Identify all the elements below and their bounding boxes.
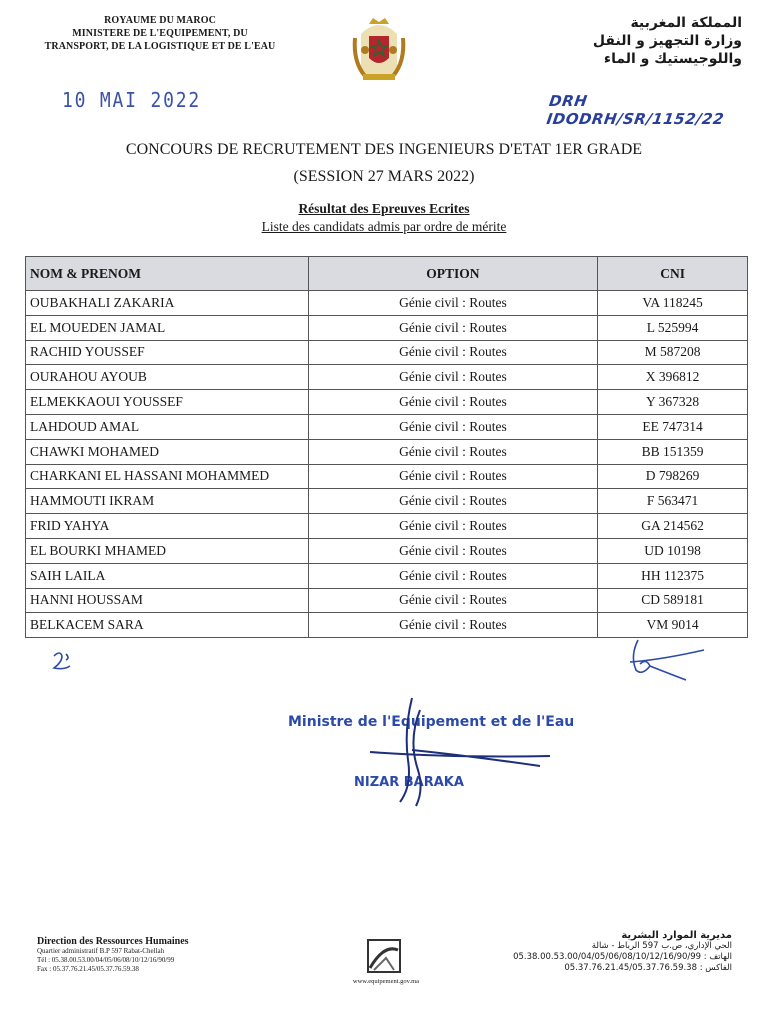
cell-cni: F 563471 [598,489,748,514]
cell-cni: VA 118245 [598,291,748,316]
header-left-line: TRANSPORT, DE LA LOGISTIQUE ET DE L'EAU [44,41,276,52]
cell-name: HAMMOUTI IKRAM [26,489,309,514]
cell-option: Génie civil : Routes [308,538,598,563]
table-row [26,464,748,489]
footer-right-line: الحي الإداري، ص.ب 597 الرباط - شالة [591,941,732,951]
cell-name: BELKACEM SARA [26,613,309,638]
handwritten-signature-icon [300,690,560,810]
cell-cni: UD 10198 [598,538,748,563]
footer-right-line: الهاتف : 05.38.00.53.00/04/05/06/08/10/12/16/90/99 [513,952,732,962]
table-row [26,340,748,365]
header-right-line: وزارة التجهيز و النقل [592,33,742,49]
cell-name: CHARKANI EL HASSANI MOHAMMED [26,464,309,489]
table-row [26,291,748,316]
results-heading: Résultat des Epreuves Ecrites [298,201,470,216]
reference-number: DRH IDODRH/SR/1152/22 [545,92,726,128]
cell-option: Génie civil : Routes [308,340,598,365]
results-table [25,256,748,638]
table-row [26,315,748,340]
header-option: OPTION [308,257,598,291]
header-left-line: MINISTERE DE L'EQUIPEMENT, DU [72,28,248,39]
cell-name: OURAHOU AYOUB [26,365,309,390]
cell-cni: M 587208 [598,340,748,365]
cell-name: EL BOURKI MHAMED [26,538,309,563]
table-row [26,439,748,464]
cell-cni: BB 151359 [598,439,748,464]
footer-left [37,937,297,974]
header-left-line: ROYAUME DU MAROC [104,15,216,26]
header-right-line: واللوجيستيك و الماء [603,51,742,67]
cell-option: Génie civil : Routes [308,563,598,588]
footer-left-line: Quartier administratif B.P 597 Rabat-Chellah [37,947,165,955]
cell-name: CHAWKI MOHAMED [26,439,309,464]
cell-option: Génie civil : Routes [308,315,598,340]
header-name: NOM & PRENOM [26,257,309,291]
results-subheading: Liste des candidats admis par ordre de mérite [261,219,507,234]
cell-cni: Y 367328 [598,390,748,415]
ministry-logo-icon [364,936,404,976]
cell-option: Génie civil : Routes [308,390,598,415]
signatory-title: Ministre de l'Equipement et de l'Eau [288,714,575,730]
cell-option: Génie civil : Routes [308,489,598,514]
moroccan-coat-of-arms-icon [349,14,409,86]
initials-right-icon [600,636,710,682]
footer-left-line: Tél : 05.38.00.53.00/04/05/06/08/10/12/16/90/99 [37,956,175,964]
cell-cni: HH 112375 [598,563,748,588]
header-right-line: المملكة المغربية [630,15,742,31]
table-row [26,514,748,539]
cell-option: Génie civil : Routes [308,588,598,613]
cell-name: ELMEKKAOUI YOUSSEF [26,390,309,415]
cell-option: Génie civil : Routes [308,291,598,316]
table-row [26,613,748,638]
cell-name: HANNI HOUSSAM [26,588,309,613]
table-row [26,588,748,613]
footer-right [452,930,732,974]
footer-left-title: Direction des Ressources Humaines [37,936,189,947]
header-right-arabic [532,14,742,68]
cell-option: Génie civil : Routes [308,464,598,489]
cell-cni: L 525994 [598,315,748,340]
table-row [26,538,748,563]
cell-cni: CD 589181 [598,588,748,613]
cell-name: RACHID YOUSSEF [26,340,309,365]
document-title: CONCOURS DE RECRUTEMENT DES INGENIEURS D'ETAT 1ER GRADE [125,141,643,158]
cell-name: LAHDOUD AMAL [26,414,309,439]
table-header-row [26,257,748,291]
cell-name: OUBAKHALI ZAKARIA [26,291,309,316]
table-row [26,563,748,588]
signatory-name: NIZAR BARAKA [354,775,464,790]
table-row [26,489,748,514]
table-row [26,390,748,415]
cell-name: EL MOUEDEN JAMAL [26,315,309,340]
footer-right-title: مديرية الموارد البشرية [621,930,732,941]
cell-option: Génie civil : Routes [308,365,598,390]
cell-option: Génie civil : Routes [308,414,598,439]
table-row [26,365,748,390]
date-stamp: 10 MAI 2022 [62,88,202,112]
footer-url: www.equipement.gov.ma [352,978,420,985]
cell-name: SAIH LAILA [26,563,309,588]
cell-cni: X 396812 [598,365,748,390]
cell-cni: EE 747314 [598,414,748,439]
cell-cni: VM 9014 [598,613,748,638]
initials-left-icon [48,648,76,676]
cell-cni: D 798269 [598,464,748,489]
cell-name: FRID YAHYA [26,514,309,539]
header-left-french [20,14,300,53]
footer-right-line: الفاكس : 05.37.76.21.45/05.37.76.59.38 [564,963,732,973]
cell-option: Génie civil : Routes [308,439,598,464]
header-cni: CNI [598,257,748,291]
cell-option: Génie civil : Routes [308,613,598,638]
cell-cni: GA 214562 [598,514,748,539]
table-row [26,414,748,439]
document-session: (SESSION 27 MARS 2022) [293,168,475,185]
footer-left-line: Fax : 05.37.76.21.45/05.37.76.59.38 [37,965,139,973]
cell-option: Génie civil : Routes [308,514,598,539]
